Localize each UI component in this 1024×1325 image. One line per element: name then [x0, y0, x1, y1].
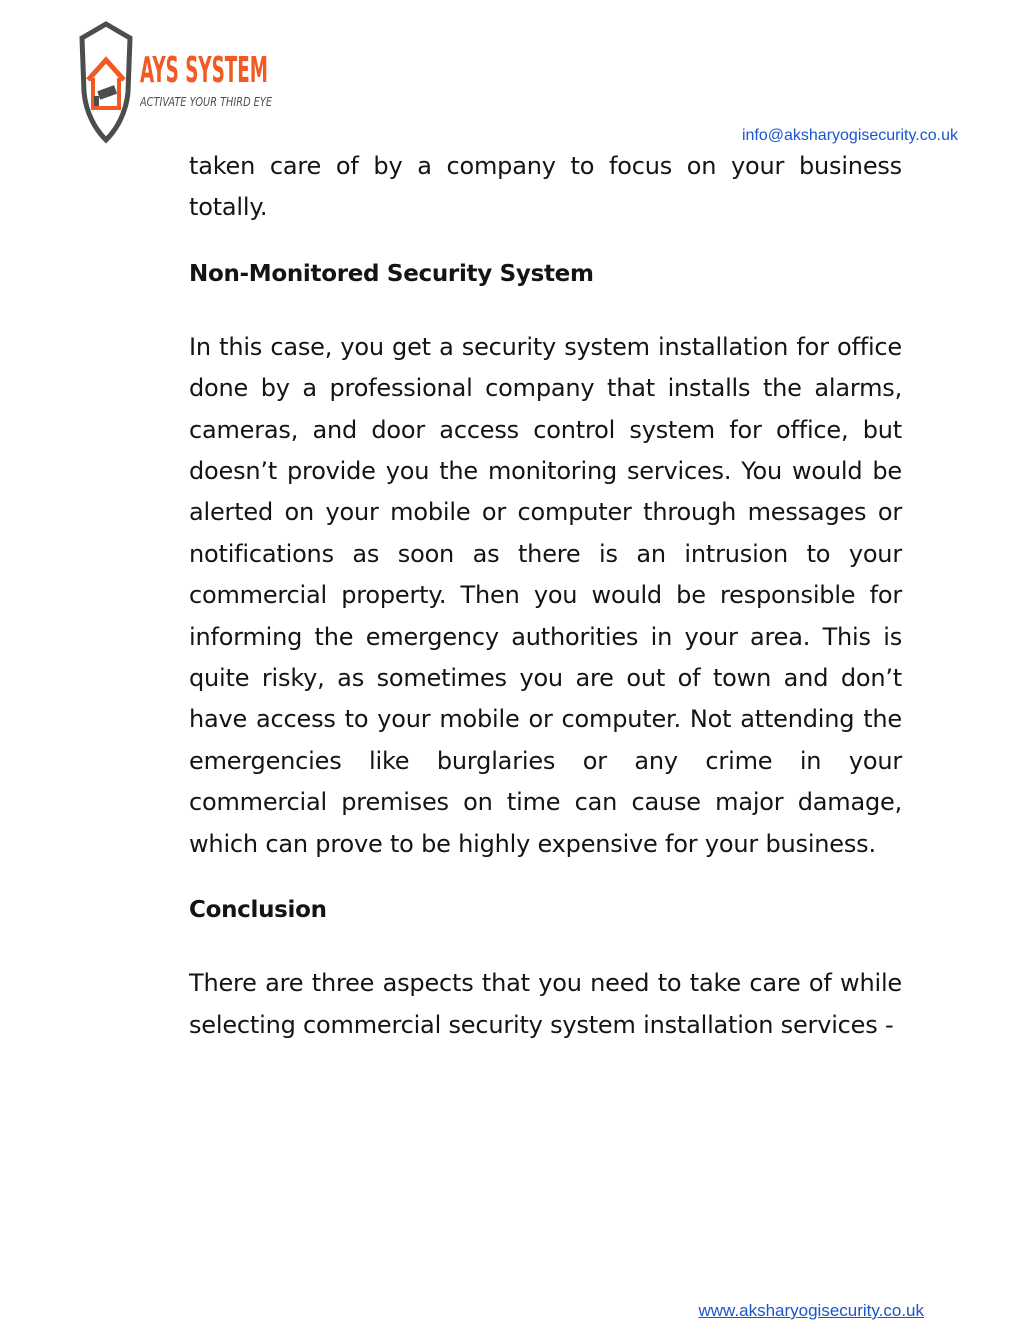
section-heading-non-monitored: Non-Monitored Security System — [189, 260, 594, 287]
conclusion-paragraph: There are three aspects that you need to take care of while selecting commercial security system installation services - — [189, 969, 902, 1039]
spacer — [189, 865, 902, 893]
ays-system-logo — [78, 22, 278, 144]
non-monitored-paragraph: In this case, you get a security system installation for office done by a professional company that installs the alarms, cameras, and door access control system for office, but doesn’t provide you the monitoring services. You would be alerted on your mobile or computer through messages or notifications as soon as there is an intrusion to your commercial property. Then you would be responsible for informing the emergency authorities in your area. This is quite risky, as sometimes you are out of town and don’t have access to your mobile or computer. Not attending the emergencies like burglaries or any crime in your commercial premises on time can cause major damage, which can prove to be highly expensive for your business. — [189, 332, 902, 858]
document-body — [189, 146, 902, 1046]
shield-eye-icon — [78, 22, 278, 144]
spacer — [189, 229, 902, 257]
page-header — [0, 0, 1024, 150]
header-email-link[interactable]: info@aksharyogisecurity.co.uk — [741, 127, 958, 144]
spacer — [189, 927, 902, 963]
spacer — [189, 291, 902, 327]
svg-text:AYS SYSTEM: AYS SYSTEM — [140, 50, 268, 91]
footer-website-link[interactable]: www.aksharyogisecurity.co.uk — [698, 1301, 924, 1320]
intro-paragraph: taken care of by a company to focus on your business totally. — [189, 152, 902, 222]
section-heading-conclusion: Conclusion — [189, 897, 327, 924]
svg-text:ACTIVATE YOUR THIRD EYE: ACTIVATE YOUR THIRD EYE — [139, 95, 273, 109]
